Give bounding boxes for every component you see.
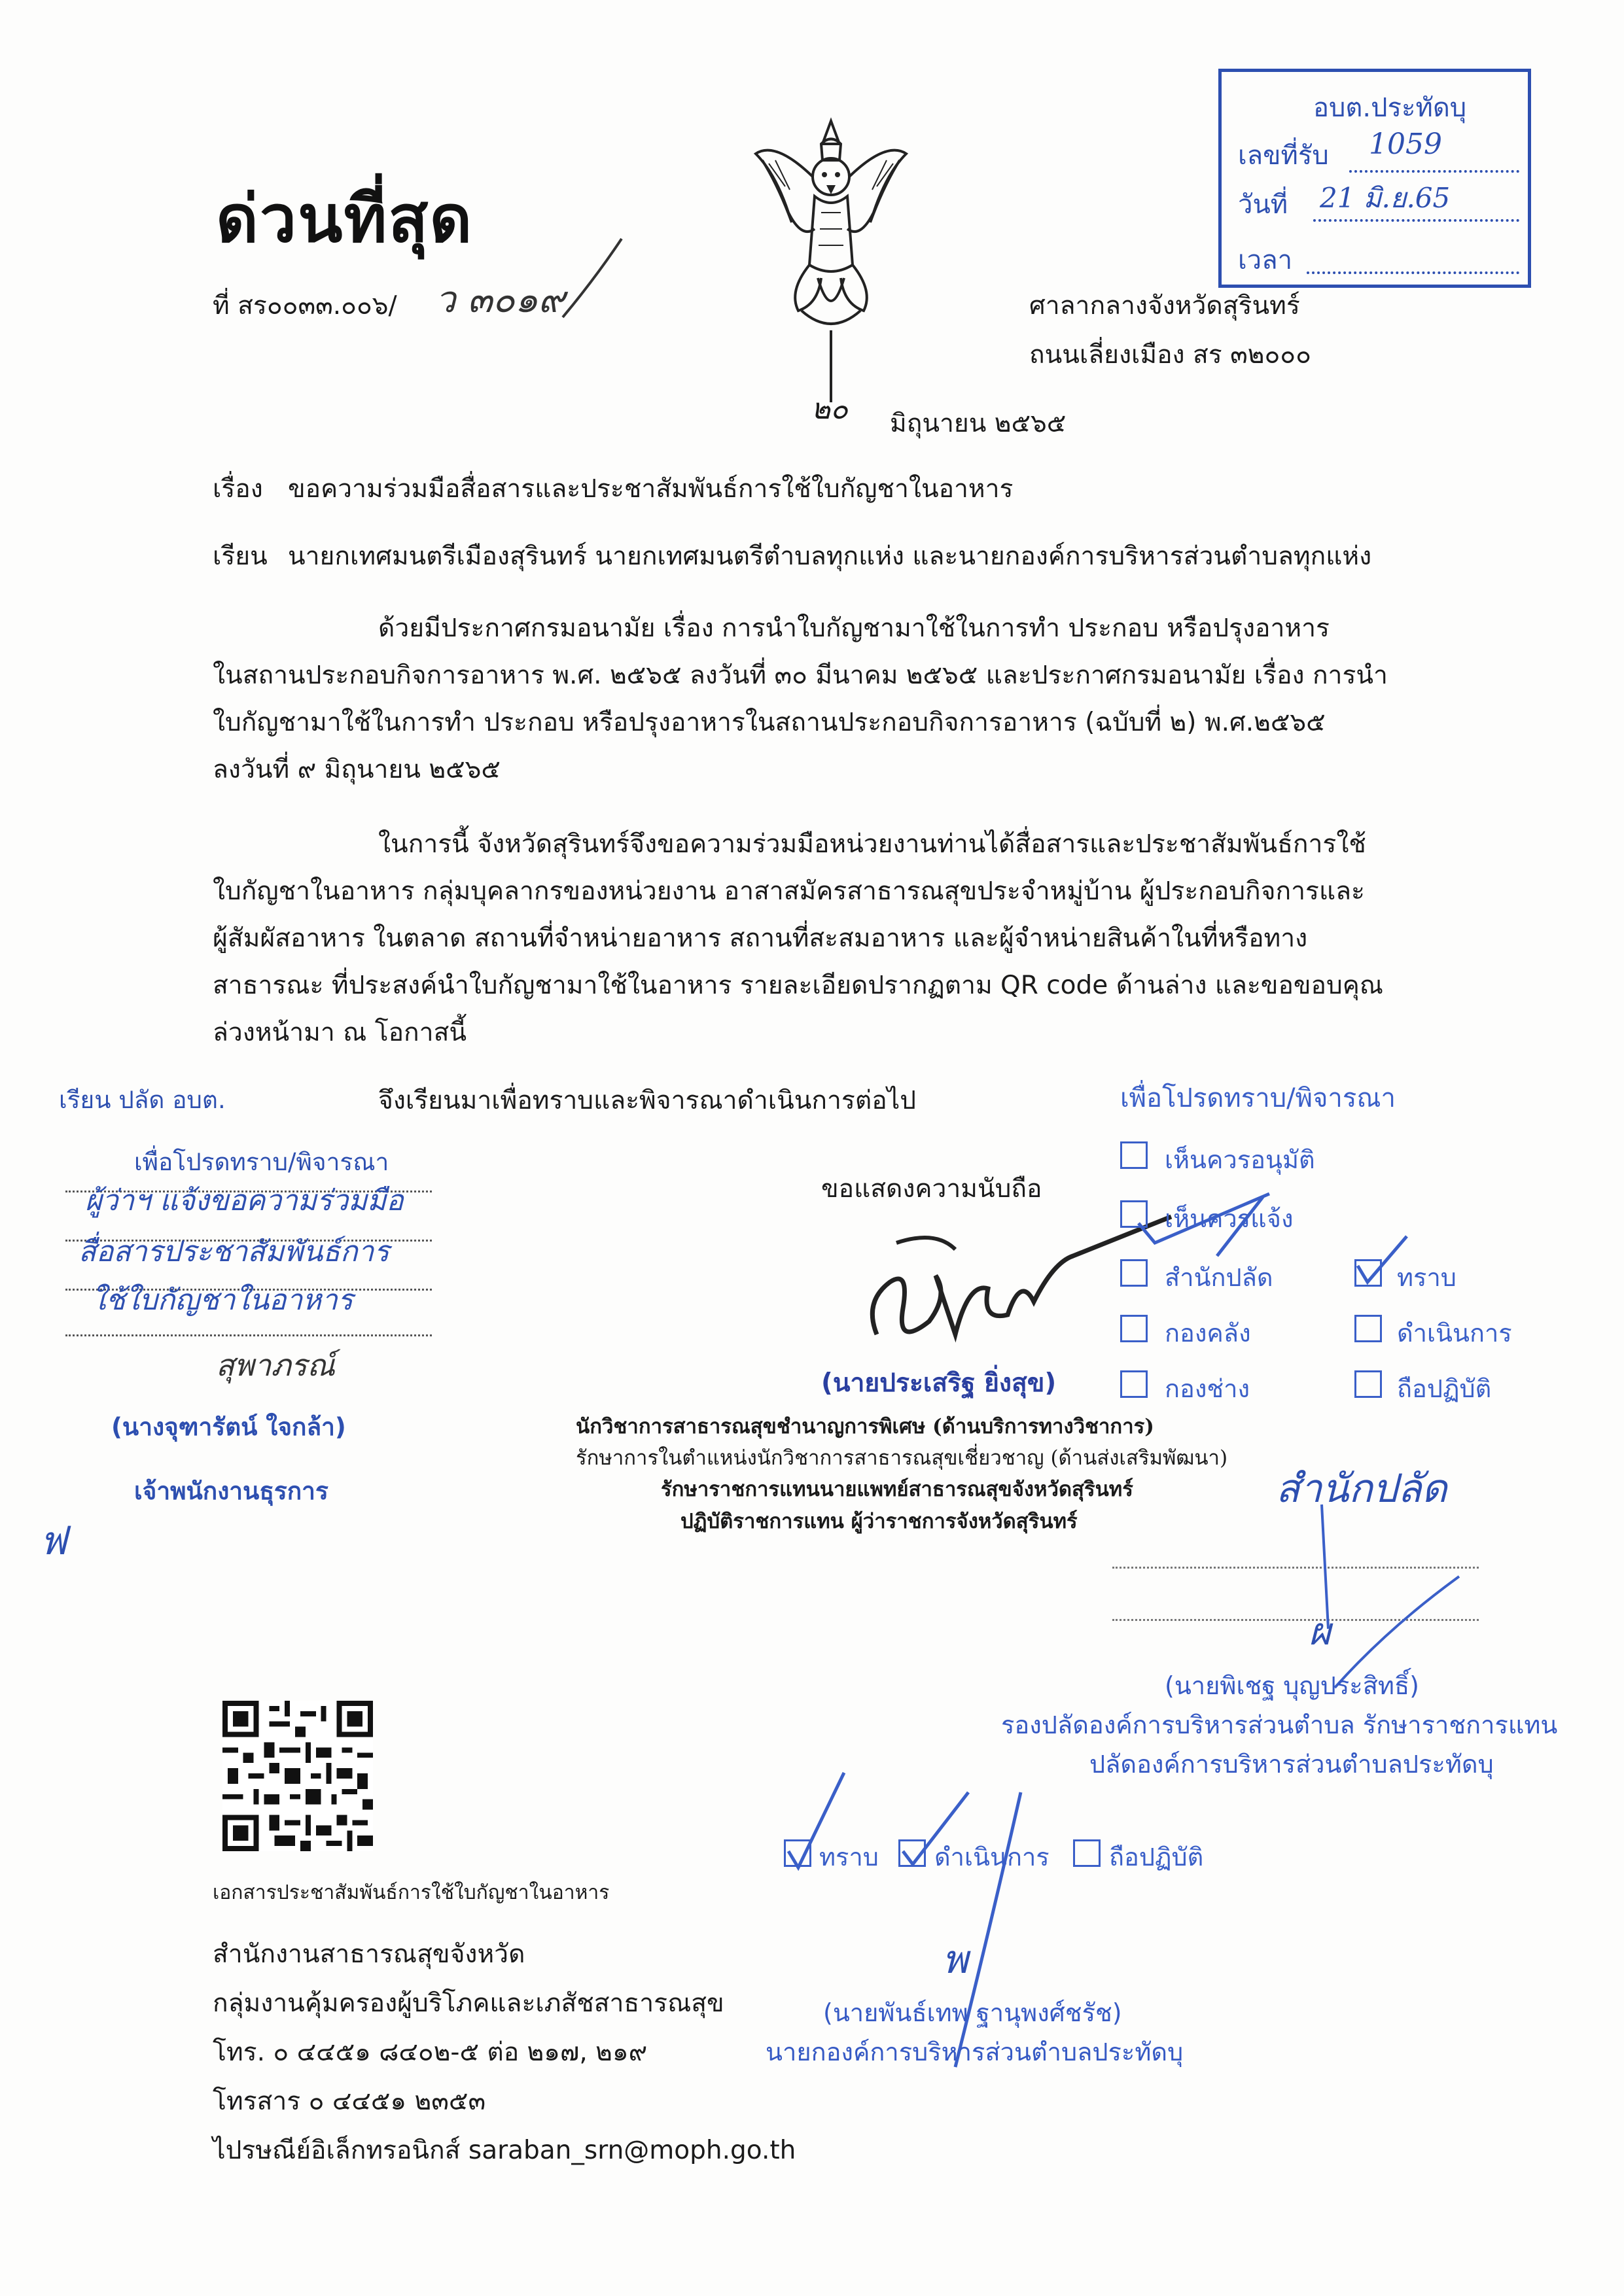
signer-name: (นายประเสริฐ ยิ่งสุข) bbox=[821, 1368, 1057, 1398]
option-works: กองช่าง bbox=[1165, 1374, 1250, 1403]
date-handwritten: ๒๐ bbox=[811, 392, 848, 426]
para2-line: ล่วงหน้ามา ณ โอกาสนี้ bbox=[213, 1018, 467, 1047]
para1-line: ในสถานประกอบกิจการอาหาร พ.ศ. ๒๕๖๕ ลงวันที่ ๓๐ มีนาคม ๒๕๖๕ และประกาศกรมอนามัย เรื่อง การนำ bbox=[213, 661, 1388, 690]
right-note-name: (นายพิเชฐ บุญประสิทธิ์) bbox=[1165, 1671, 1419, 1700]
left-note-purpose: เพื่อโปรดทราบ/พิจารณา bbox=[134, 1148, 389, 1176]
option-comply: ถือปฏิบัติ bbox=[1397, 1374, 1492, 1403]
para1-line: ใบกัญชามาใช้ในการทำ ประกอบ หรือปรุงอาหารในสถานประกอบกิจการอาหาร (ฉบับที่ ๒) พ.ศ.๒๕๖๕ bbox=[213, 708, 1326, 737]
para2-line: ในการนี้ จังหวัดสุรินทร์จึงขอความร่วมมือหน่วยงานท่านได้สื่อสารและประชาสัมพันธ์การใช้ bbox=[378, 829, 1366, 859]
bottom-name: (นายพันธ์เทพ ฐานุพงศ์ชรัช) bbox=[823, 1998, 1122, 2027]
receipt-stamp bbox=[1218, 69, 1531, 288]
bottom-option-acknowledge: ทราบ bbox=[819, 1843, 879, 1871]
stamp-date-value: 21 มิ.ย.65 bbox=[1320, 182, 1451, 214]
qr-caption: เอกสารประชาสัมพันธ์การใช้ใบกัญชาในอาหาร bbox=[213, 1881, 610, 1904]
checkbox[interactable] bbox=[1120, 1370, 1148, 1398]
to-label: เรียน bbox=[213, 542, 268, 571]
handwritten-stroke bbox=[556, 232, 628, 324]
bottom-option-proceed: ดำเนินการ bbox=[934, 1843, 1050, 1871]
right-note-purpose: เพื่อโปรดทราบ/พิจารณา bbox=[1120, 1083, 1396, 1113]
to-recipients: นายกเทศมนตรีเมืองสุรินทร์ นายกเทศมนตรีตำบลทุกแห่ง และนายกองค์การบริหารส่วนตำบลทุกแห่ง bbox=[288, 542, 1372, 571]
check-marks bbox=[1106, 1177, 1577, 1374]
option-office: สำนักปลัด bbox=[1165, 1263, 1273, 1292]
para2-line: ใบกัญชาในอาหาร กลุ่มบุคลากรของหน่วยงาน อาสาสมัครสาธารณสุขประจำหมู่บ้าน ผู้ประกอบกิจการและ bbox=[213, 877, 1365, 906]
footer-fax: โทรสาร ๐ ๔๔๕๑ ๒๓๕๓ bbox=[213, 2087, 486, 2116]
checkbox[interactable] bbox=[1120, 1141, 1148, 1169]
issuer-line1: ศาลากลางจังหวัดสุรินทร์ bbox=[1029, 291, 1300, 321]
stamp-number-label: เลขที่รับ bbox=[1238, 141, 1329, 171]
date-printed: มิถุนายน ๒๕๖๕ bbox=[890, 409, 1067, 438]
right-note-handwriting: สำนักปลัด bbox=[1276, 1466, 1447, 1512]
stamp-number-value: 1059 bbox=[1369, 128, 1442, 161]
bottom-initials: พ bbox=[942, 1937, 968, 1983]
checkbox[interactable] bbox=[1354, 1370, 1382, 1398]
para1-line: ด้วยมีประกาศกรมอนามัย เรื่อง การนำใบกัญชามาใช้ในการทำ ประกอบ หรือปรุงอาหาร bbox=[378, 614, 1330, 643]
doc-number: ที่ สร๐๐๓๓.๐๐๖/ bbox=[213, 291, 397, 321]
left-note-handwriting: สื่อสารประชาสัมพันธ์การ bbox=[79, 1235, 390, 1268]
para2-line: ผู้สัมผัสอาหาร ในตลาด สถานที่จำหน่ายอาหาร สถานที่สะสมอาหาร และผู้จำหน่ายสินค้าในที่หรือทาง bbox=[213, 924, 1308, 953]
stamp-time-label: เวลา bbox=[1238, 245, 1293, 275]
right-note-position1: รองปลัดองค์การบริหารส่วนตำบล รักษาราชการแทน bbox=[1001, 1711, 1558, 1739]
issuer-line2: ถนนเลี่ยงเมือง สร ๓๒๐๐๐ bbox=[1029, 340, 1311, 370]
option-notify: เห็นควรแจ้ง bbox=[1165, 1204, 1294, 1233]
margin-mark: ฟ bbox=[39, 1518, 67, 1564]
doc-number-handwritten: ว ๓๐๑๙ bbox=[435, 279, 565, 321]
bottom-position: นายกองค์การบริหารส่วนตำบลประทัดบุ bbox=[766, 2038, 1184, 2066]
garuda-emblem bbox=[749, 114, 913, 409]
stamp-date-label: วันที่ bbox=[1238, 190, 1288, 220]
para2-line: สาธารณะ ที่ประสงค์นำใบกัญชามาใช้ในอาหาร รายละเอียดปรากฏตาม QR code ด้านล่าง และขอขอบคุณ bbox=[213, 971, 1383, 1000]
left-note-position: เจ้าพนักงานธุรการ bbox=[134, 1477, 328, 1505]
closing: จึงเรียนมาเพื่อทราบและพิจารณาดำเนินการต่อไป bbox=[378, 1086, 916, 1115]
footer-group: กลุ่มงานคุ้มครองผู้บริโภคและเภสัชสาธารณสุข bbox=[213, 1989, 724, 2018]
signer-title3: รักษาราชการแทนนายแพทย์สาธารณสุขจังหวัดสุรินทร์ bbox=[661, 1478, 1133, 1501]
bottom-option-comply: ถือปฏิบัติ bbox=[1109, 1843, 1204, 1871]
option-approve: เห็นควรอนุมัติ bbox=[1165, 1145, 1315, 1174]
left-note-handwriting: ใช้ใบกัญชาในอาหาร bbox=[92, 1283, 353, 1317]
right-note-position2: ปลัดองค์การบริหารส่วนตำบลประทัดบุ bbox=[1089, 1750, 1494, 1779]
para1-line: ลงวันที่ ๙ มิถุนายน ๒๕๖๕ bbox=[213, 755, 501, 784]
left-note-signature: สุพาภรณ์ bbox=[216, 1348, 335, 1383]
left-note-handwriting: ผู้ว่าฯ แจ้งขอความร่วมมือ bbox=[85, 1184, 404, 1217]
option-proceed: ดำเนินการ bbox=[1397, 1319, 1512, 1348]
footer-tel: โทร. ๐ ๔๔๕๑ ๘๔๐๒-๕ ต่อ ๒๑๗, ๒๑๙ bbox=[213, 2038, 648, 2067]
signer-title1: นักวิชาการสาธารณสุขชำนาญการพิเศษ (ด้านบริการทางวิชาการ) bbox=[576, 1415, 1154, 1438]
subject: ขอความร่วมมือสื่อสารและประชาสัมพันธ์การใช้ใบกัญชาในอาหาร bbox=[288, 474, 1014, 504]
left-note-to: เรียน ปลัด อบต. bbox=[59, 1086, 226, 1114]
left-note-name: (นางจุฑารัตน์ ใจกล้า) bbox=[111, 1413, 346, 1441]
signer-title4: ปฏิบัติราชการแทน ผู้ว่าราชการจังหวัดสุรินทร์ bbox=[680, 1510, 1078, 1533]
option-finance: กองคลัง bbox=[1165, 1319, 1251, 1348]
signer-title2: รักษาการในตำแหน่งนักวิชาการสาธารณสุขเชี่ยวชาญ (ด้านส่งเสริมพัฒนา) bbox=[576, 1446, 1228, 1470]
option-acknowledge: ทราบ bbox=[1397, 1263, 1456, 1292]
regards: ขอแสดงความนับถือ bbox=[821, 1174, 1042, 1204]
subject-label: เรื่อง bbox=[213, 474, 263, 504]
qr-code[interactable] bbox=[222, 1701, 373, 1851]
footer-email: ไปรษณีย์อิเล็กทรอนิกส์ saraban_srn@moph.go.th bbox=[213, 2136, 796, 2165]
stamp-org: อบต.ประทัดบุ bbox=[1313, 93, 1467, 123]
footer-office: สำนักงานสาธารณสุขจังหวัด bbox=[213, 1939, 525, 1969]
right-note-initials: ผ bbox=[1309, 1609, 1331, 1654]
checkbox[interactable] bbox=[1073, 1839, 1101, 1867]
urgency-heading: ด่วนที่สุด bbox=[216, 181, 474, 257]
